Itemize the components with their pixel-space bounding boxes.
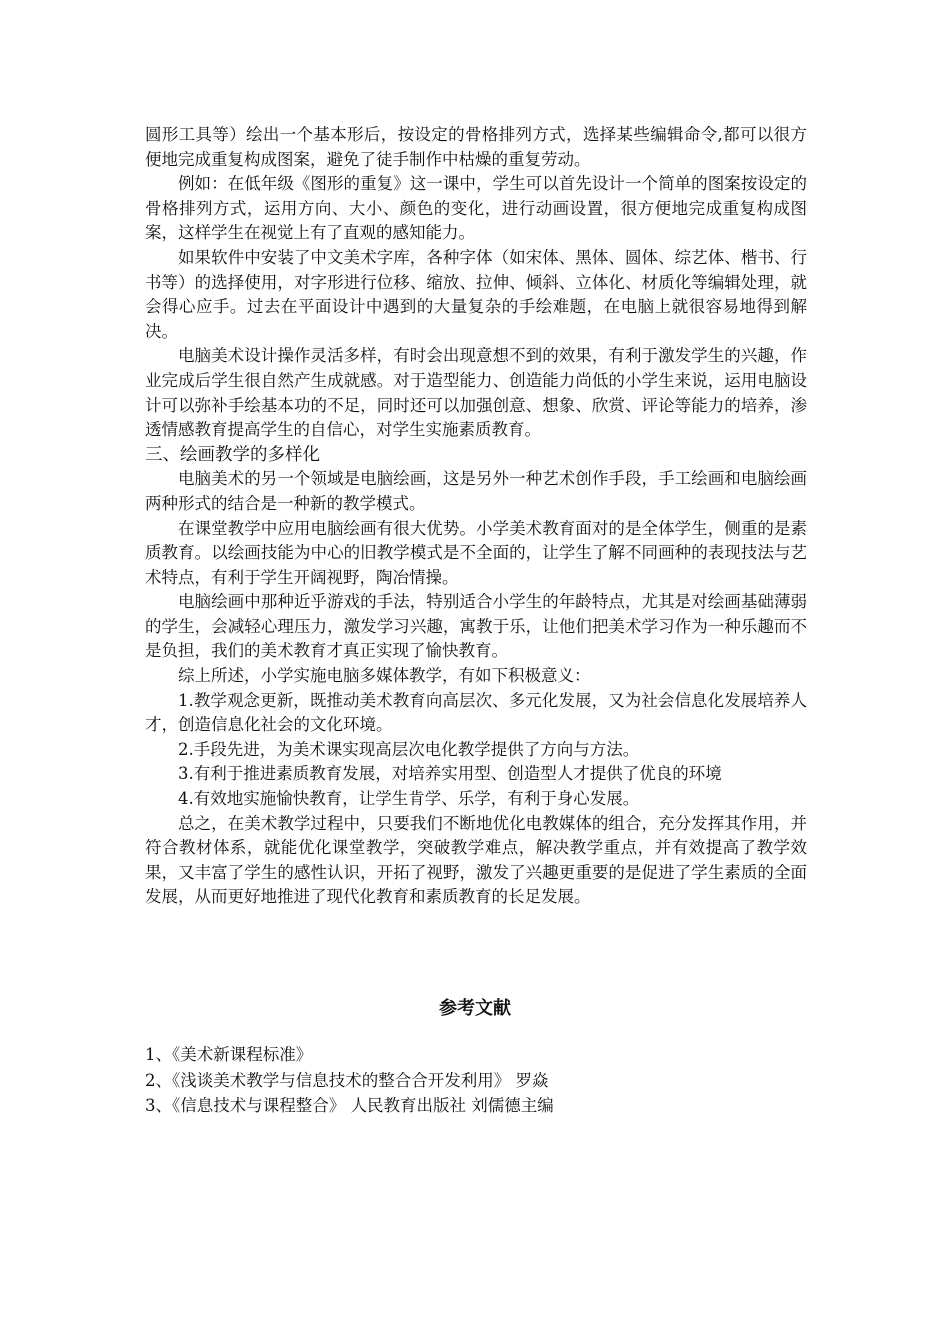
list-item: 1.教学观念更新，既推动美术教育向高层次、多元化发展，又为社会信息化发展培养人才，创造信息化社会的文化环境。: [145, 690, 807, 735]
paragraph: 电脑美术设计操作灵活多样，有时会出现意想不到的效果，有利于激发学生的兴趣，作业完成后学生很自然产生成就感。对于造型能力、创造能力尚低的小学生来说，运用电脑设计可以弥补手绘基本功的不足，同时还可以加强创意、想象、欣赏、评论等能力的培养，渗透情感教育提高学生的自信心，对学生实施素质教育。: [145, 346, 807, 440]
paragraph: 综上所述，小学实施电脑多媒体教学，有如下积极意义：: [178, 666, 591, 686]
body-text: [145, 123, 807, 910]
reference-item: 2、《浅谈美术教学与信息技术的整合合开发利用》 罗焱: [145, 1070, 549, 1090]
list-item: 2.手段先进，为美术课实现高层次电化教学提供了方向与方法。: [178, 739, 640, 759]
list-item: 4.有效地实施愉快教育，让学生肯学、乐学，有利于身心发展。: [178, 789, 640, 809]
paragraph: 圆形工具等）绘出一个基本形后，按设定的骨格排列方式，选择某些编辑命令,都可以很方便地完成重复构成图案，避免了徒手制作中枯燥的重复劳动。: [145, 125, 807, 169]
list-item: 3.有利于推进素质教育发展，对培养实用型、创造型人才提供了优良的环境: [178, 764, 722, 784]
paragraph: 例如：在低年级《图形的重复》这一课中，学生可以首先设计一个简单的图案按设定的骨格排列方式，运用方向、大小、颜色的变化，进行动画设置，很方便地完成重复构成图案，这样学生在视觉上有了直观的感知能力。: [145, 174, 807, 243]
section-heading: 三、绘画教学的多样化: [145, 444, 320, 465]
paragraph: 总之，在美术教学过程中，只要我们不断地优化电教媒体的组合，充分发挥其作用，并符合教材体系，就能优化课堂教学，突破教学难点，解决教学重点，并有效提高了教学效果，又丰富了学生的感性认识，开拓了视野，激发了兴趣更重要的是促进了学生素质的全面发展，从而更好地推进了现代化教育和素质教育的长足发展。: [145, 813, 807, 907]
references-list: [145, 1042, 807, 1119]
reference-item: 1、《美术新课程标准》: [145, 1045, 313, 1064]
reference-item: 3、《信息技术与课程整合》 人民教育出版社 刘儒德主编: [145, 1096, 554, 1115]
paragraph: 电脑美术的另一个领域是电脑绘画，这是另外一种艺术创作手段，手工绘画和电脑绘画两种形式的结合是一种新的教学模式。: [145, 469, 807, 513]
references-title: 参考文献: [439, 998, 511, 1019]
paragraph: 电脑绘画中那种近乎游戏的手法，特别适合小学生的年龄特点，尤其是对绘画基础薄弱的学生，会减轻心理压力，激发学习兴趣，寓教于乐，让他们把美术学习作为一种乐趣而不是负担，我们的美术教育才真正实现了愉快教育。: [145, 592, 807, 661]
paragraph: 如果软件中安装了中文美术字库，各种字体（如宋体、黑体、圆体、综艺体、楷书、行书等）的选择使用，对字形进行位移、缩放、拉伸、倾斜、立体化、材质化等编辑处理，就会得心应手。过去在平面设计中遇到的大量复杂的手绘难题，在电脑上就很容易地得到解决。: [145, 247, 807, 341]
paragraph: 在课堂教学中应用电脑绘画有很大优势。小学美术教育面对的是全体学生，侧重的是素质教育。以绘画技能为中心的旧教学模式是不全面的，让学生了解不同画种的表现技法与艺术特点，有利于学生开阔视野，陶冶情操。: [145, 518, 807, 587]
